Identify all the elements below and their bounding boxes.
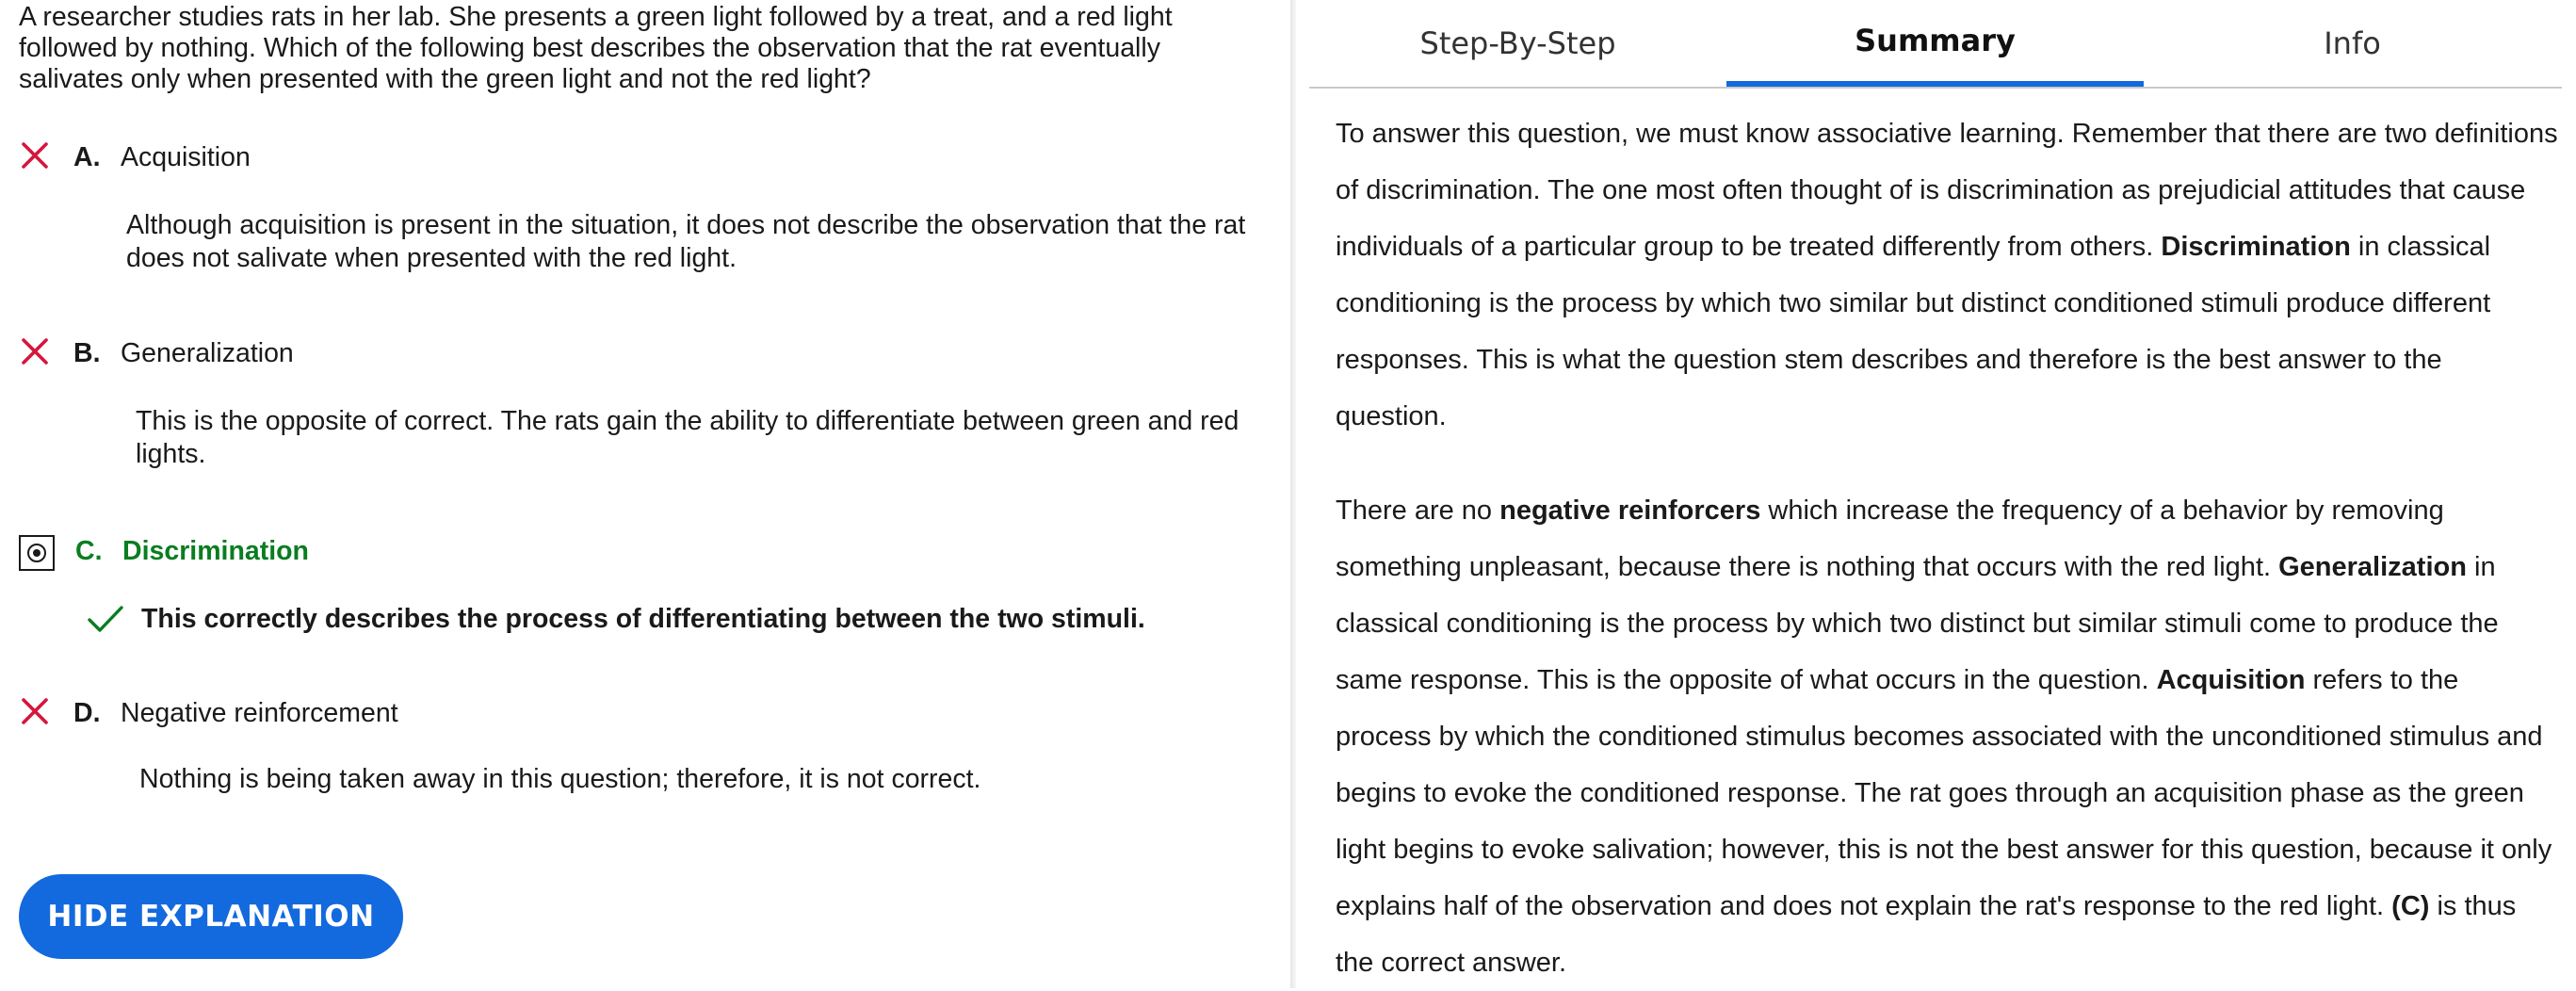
choice-letter: D. [73, 698, 101, 728]
choice-letter: C. [75, 536, 103, 566]
summary-term: Discrimination [2161, 232, 2351, 262]
summary-content [1336, 106, 2560, 991]
summary-term: negative reinforcers [1499, 496, 1761, 526]
choice-label: Generalization [121, 338, 294, 368]
summary-paragraph-2 [1336, 482, 2560, 991]
tab-summary[interactable]: Summary [1726, 0, 2144, 87]
summary-paragraph-1 [1336, 106, 2560, 445]
choice-explanation: Although acquisition is present in the situation, it does not describe the observation that the rat does not salivate when presented with the red light. [126, 210, 1246, 273]
choice-letter: B. [73, 338, 101, 368]
question-panel [0, 0, 1290, 988]
summary-term: Generalization [2278, 552, 2467, 582]
question-stem: A researcher studies rats in her lab. She presents a green light followed by a treat, and a red light followed by nothing. Which of the following best describes the observation that the rat eventually salivates only when presented with the green light and not the red light? [19, 2, 1173, 94]
checkmark-icon [87, 605, 124, 633]
summary-text: is thus the correct answer. [1336, 891, 2517, 978]
radio-selected-icon[interactable] [19, 535, 55, 571]
summary-text: To answer this question, we must know associative learning. Remember that there are two definitions of discrimination. The one most often thought of is discrimination as prejudicial attitudes that cause individuals of a particular group to be treated differently from others. [1336, 119, 2558, 262]
tab-bar [1309, 0, 2562, 89]
explanation-panel [1296, 0, 2576, 988]
x-icon [19, 695, 51, 727]
summary-term: (C) [2391, 891, 2430, 921]
choice-letter: A. [73, 142, 101, 172]
choice-label: Negative reinforcement [121, 698, 398, 728]
summary-text: There are no [1336, 496, 1500, 526]
summary-term: Acquisition [2156, 665, 2306, 695]
summary-text: which increase the frequency of a behavior by removing something unpleasant, because there is nothing that occurs with the red light. [1336, 496, 2444, 582]
x-icon [19, 139, 51, 171]
summary-text: in classical conditioning is the process by which two distinct but similar stimuli come to produce the same response. This is the opposite of what occurs in the question. [1336, 552, 2499, 695]
choice-explanation: This is the opposite of correct. The rats gain the ability to differentiate between green and red lights. [136, 406, 1239, 469]
tab-step-by-step[interactable]: Step-By-Step [1419, 25, 1616, 61]
summary-text: in classical conditioning is the process by which two similar but distinct conditioned stimuli produce different responses. This is what the question stem describes and therefore is the best answer to the question. [1336, 232, 2491, 431]
summary-text: refers to the process by which the conditioned stimulus becomes associated with the unconditioned stimulus and begins to evoke the conditioned response. The rat goes through an acquisition phase as the green light begins to evoke salivation; however, this is not the best answer for this question, because it only explains half of the observation and does not explain the rat's response to the red light. [1336, 665, 2552, 921]
choice-explanation: Nothing is being taken away in this question; therefore, it is not correct. [139, 764, 981, 794]
choice-explanation: This correctly describes the process of differentiating between the two stimuli. [141, 604, 1145, 634]
choice-label: Discrimination [122, 536, 309, 566]
tab-info[interactable]: Info [2324, 25, 2381, 61]
x-icon [19, 335, 51, 367]
choice-label: Acquisition [121, 142, 251, 172]
hide-explanation-button[interactable]: HIDE EXPLANATION [19, 874, 403, 959]
